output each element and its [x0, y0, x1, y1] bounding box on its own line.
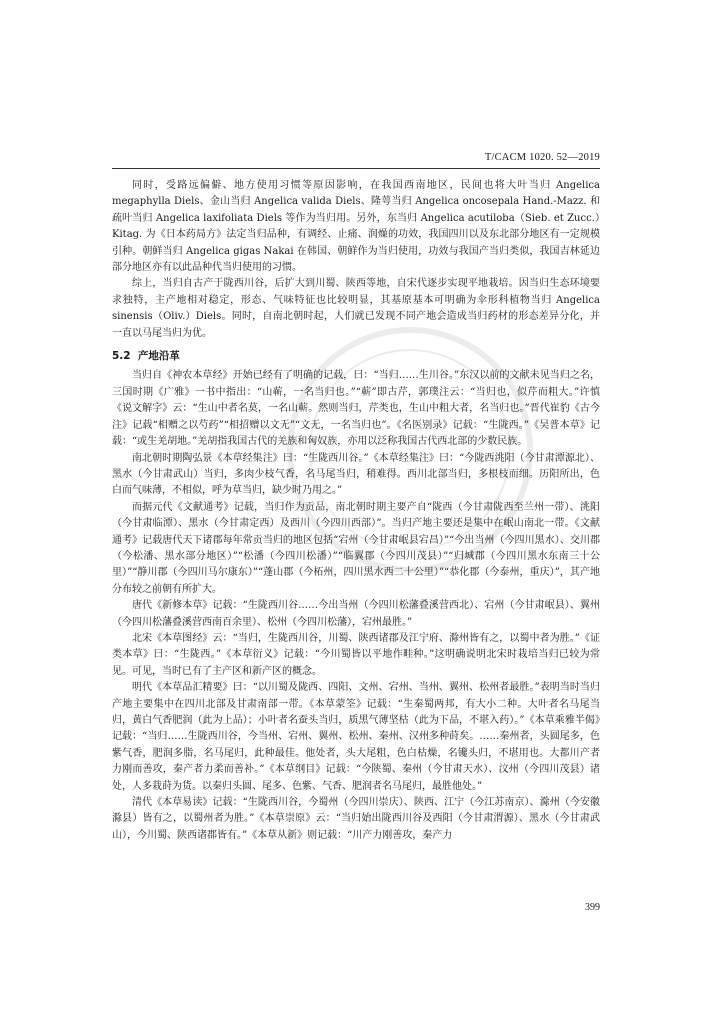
paragraph: 综上，当归自古产于陇西川谷，后扩大到川蜀、陕西等地，自宋代逐步实现平地栽培。因当归生态环境要求独特，主产地相对稳定，形态、气味特征也比较明显，其基原基本可明确为伞形科植物当归 Angelica sinensis（Oliv.）Diels。同时，自南北朝时起，人们就已发现不同产地会造成当归药材的形态差异分化，并一直以马尾当归为优。 — [112, 278, 600, 339]
paragraph: 当归自《神农本草经》开始已经有了明确的记载，曰：“当归……生川谷。”东汉以前的文献未见当归之名，三国时期《广雅》一书中指出：“山蕲，一名当归也。”“蕲”即古芹，郭璞注云：“当归也，似芹而粗大。”许慎《说文解字》云：“生山中者名莫，一名山蕲。然则当归，芹类也，生山中粗大者，名当归也。”晋代崔豹《古今注》记载“相赠之以芍药”“相招赠以文无”“文无，一名当归也”。《名医别录》记载：“生陇西。”《吴普本草》记载：“或生羌胡地。”羌胡指我国古代的羌族和匈奴族，亦用以泛称我国古代西北部的少数民族。 — [112, 370, 600, 448]
paragraph: 而据元代《文献通考》记载，当归作为贡品，南北朝时期主要产自“陇西（今甘肃陇西至兰州一带）、洮阳（今甘肃临潭）、黑水（今甘肃定西）及西川（今四川西部）”。当归产地主要还是集中在岷山南北一带。《文献通考》记载唐代天下诸郡每年常贡当归的地区包括“宕州（今甘肃岷县宕昌）”“今出当州（今四川黑水）、交川郡（今松潘、黑水部分地区）”“松潘（今四川松潘）”“临翼郡（今四川茂县）”“归城郡（今四川黑水东南三十公里）”“静川郡（今四川马尔康东）”“蓬山郡（今柘州，四川黑水西二十公里）”“恭化郡（今泰州，重庆）”，其产地分布较之前朝有所扩大。 — [112, 501, 600, 595]
paragraph: 北宋《本草图经》云：“当归，生陇西川谷，川蜀、陕西诸郡及江宁府、滁州皆有之，以蜀中者为胜。”《证类本草》曰：“生陇西。”《本草衍义》记载：“今川蜀皆以平地作畦种。”这明确说明北宋时栽培当归已较为常见。可见，当时已有了主产区和新产区的概念。 — [112, 632, 600, 677]
paragraph: 明代《本草品汇精要》曰：“以川蜀及陇西、四阳、文州、宕州、当州、翼州、松州者最胜。”表明当时当归产地主要集中在四川北部及甘肃南部一带。《本草蒙筌》记载：“生秦蜀两邦，有大小二种。大叶者名马尾当归，黄白气香肥润（此为上品）；小叶者名蚕头当归，质黑气薄坚枯（此为下品，不堪入药）。”《本草乘雅半偈》记载：“当归……生陇西川谷，今当州、宕州、翼州、松州、秦州、汉州多种莳矣。……秦州者，头圆尾多，色紫气香，肥润多脂，名马尾归，此种最佳。他处者，头大尾粗，色白枯燥，名镵头归，不堪用也。大都川产者力刚而善攻，秦产者力柔而善补。”《本草纲目》记载：“今陕蜀、秦州（今甘肃天水）、汶州（今四川茂县）诸处，人多栽莳为货。以秦归头圆、尾多、色紫、气香、肥润者名马尾归，最胜他处。” — [112, 682, 600, 792]
page-number: 399 — [585, 902, 600, 913]
section-number: 5.2 — [112, 350, 131, 363]
paragraph: 清代《本草易读》记载：“生陇西川谷，今蜀州（今四川崇庆）、陕西、江宁（今江苏南京）、滁州（今安徽滁县）皆有之，以蜀州者为胜。”《本草崇原》云：“当归始出陇西川谷及西阳（今甘肃渭源）、黑水（今甘肃武山），今川蜀、陕西诸郡皆有。”《本草从新》则记载：“川产力刚善攻，秦产力 — [112, 797, 600, 841]
standard-id-header: T/CACM 1020. 52—2019 — [484, 152, 600, 163]
section-title: 产地沿革 — [137, 350, 180, 363]
paragraph: 唐代《新修本草》记载：“生陇西川谷……今出当州（今四川松藩叠溪营西北）、宕州（今甘肃岷县）、翼州（今四川松藩叠溪营西南百余里）、松州（今四川松藩），宕州最胜。” — [112, 600, 600, 628]
section-heading — [112, 348, 600, 364]
paragraph: 南北朝时期陶弘景《本草经集注》曰：“生陇西川谷。”《本草经集注》曰：“今陇西洮阳（今甘肃潭源北）、黑水（今甘肃武山）当归，多肉少枝气香，名马尾当归，稍难得。西川北部当归，多根枝而细。历阳所出，色白而气味薄，不相似，呼为草当归，缺少时乃用之。” — [112, 452, 600, 497]
header-rule — [112, 168, 600, 169]
paragraph: 同时，受路远偏僻、地方使用习惯等原因影响，在我国西南地区，民间也将大叶当归 Angelica megaphylla Diels、金山当归 Angelica valida Diels、隆萼当归 Angelica oncosepala Hand.-Mazz. 和疏叶当归 Angelica laxifoliata Diels 等作为当归用。另外，东当归 Angelica acutiloba（Sieb. et Zucc.）Kitag. 为《日本药局方》法定当归品种，有调经、止痛、润燥的功效，我国四川以及东北部分地区有一定规模引种。朝鲜当归 Angelica gigas Nakai 在韩国、朝鲜作为当归使用，功效与我国产当归类似，我国吉林延边部分地区亦有以此品种代当归使用的习惯。 — [112, 180, 600, 274]
document-body — [112, 178, 600, 844]
